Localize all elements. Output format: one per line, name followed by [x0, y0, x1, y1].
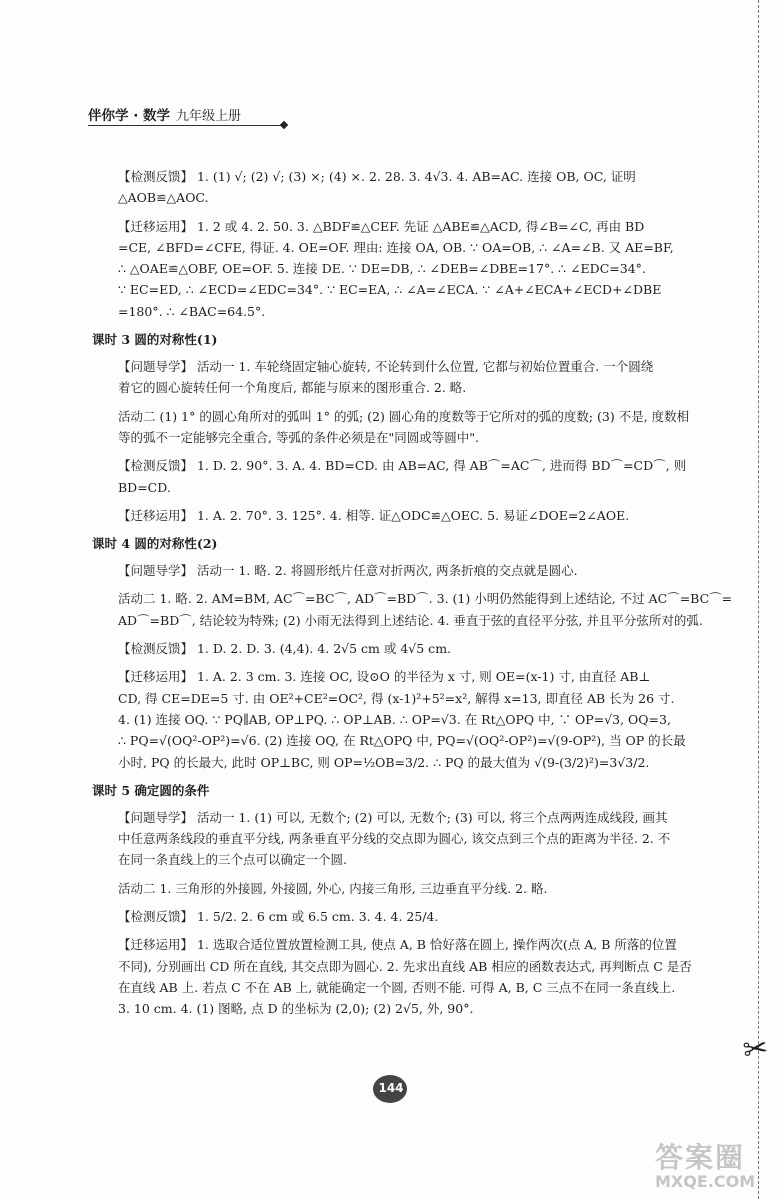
scissors-icon: ✂ — [740, 1030, 771, 1069]
text-line: 【检测反馈】 1. (1) √; (2) √; (3) ×; (4) ×. 2. 28. 3. 4√3. 4. AB=AC. 连接 OB, OC, 证明 — [118, 169, 636, 184]
lesson-3-title: 课时 3 圆的对称性(1) — [92, 332, 218, 348]
guided-activity-2 — [105, 406, 690, 449]
text-line: 【迁移运用】 1. A. 2. 3 cm. 3. 连接 OC, 设⊙O 的半径为 x 寸, 则 OE=(x-1) 寸, 由直径 AB⊥ — [118, 669, 651, 685]
transfer-apply-4 — [105, 666, 686, 772]
text-line: 活动二 (1) 1° 的圆心角所对的弧叫 1° 的弧; (2) 圆心角的度数等于它所对的弧的度数; (3) 不是, 度数相 — [118, 408, 690, 424]
check-feedback-5 — [105, 906, 673, 927]
text-line: BD=CD. — [118, 479, 171, 495]
guided-activity-1 — [105, 356, 673, 399]
check-feedback-4 — [105, 638, 673, 659]
text-line: 在同一条直线上的三个点可以确定一个圆. — [118, 852, 347, 868]
guided-activity-1 — [105, 807, 673, 871]
diamond-icon — [280, 121, 288, 129]
transfer-apply-3 — [105, 505, 673, 526]
text-line: 【问题导学】 活动一 1. 车轮绕固定轴心旋转, 不论转到什么位置, 它都与初始位置重合. 一个圆绕 — [118, 359, 654, 375]
transfer-apply-5 — [105, 934, 692, 1019]
header-rule — [88, 125, 284, 126]
guided-activity-2 — [105, 588, 733, 631]
text-line: 不同), 分别画出 CD 所在直线, 其交点即为圆心. 2. 先求出直线 AB 相应的函数表达式, 再判断点 C 是否 — [118, 958, 692, 974]
guided-activity-2 — [105, 878, 673, 899]
text-line: 中任意两条线段的垂直平分线, 两条垂直平分线的交点即为圆心, 该交点到三个点的距离为半径. 2. 不 — [118, 831, 671, 847]
text-line: 4. (1) 连接 OQ. ∵ PQ∥AB, OP⊥PQ. ∴ OP⊥AB. ∴ OP=√3. 在 Rt△OPQ 中, ∵ OP=√3, OQ=3, — [118, 711, 671, 727]
book-brand: 伴你学 · 数学 — [88, 108, 171, 124]
check-feedback-3 — [105, 455, 687, 498]
text-line: 活动二 1. 三角形的外接圆, 外接圆, 外心, 内接三角形, 三边垂直平分线. 2. 略. — [118, 880, 548, 896]
text-line: 小时, PQ 的长最大, 此时 OP⊥BC, 则 OP=½OB=3/2. ∴ PQ 的最大值为 √(9-(3/2)²)=3√3/2. — [118, 754, 650, 770]
text-line: 活动二 1. 略. 2. AM=BM, AC⌒=BC⌒, AD⌒=BD⌒. 3. (1) 小明仍然能得到上述结论, 不过 AC⌒=BC⌒= — [118, 591, 733, 607]
text-line: ∵ EC=ED, ∴ ∠ECD=∠EDC=34°. ∵ EC=EA, ∴ ∠A=∠ECA. ∵ ∠A+∠ECA+∠ECD+∠DBE — [118, 282, 662, 298]
text-line: 3. 10 cm. 4. (1) 图略, 点 D 的坐标为 (2,0); (2) 2√5, 外, 90°. — [118, 1001, 474, 1017]
page-number: 144 — [378, 1081, 404, 1095]
text-line: ∴ △OAE≌△OBF, OE=OF. 5. 连接 DE. ∵ DE=DB, ∴ ∠DEB=∠DBE=17°. ∴ ∠EDC=34°. — [118, 261, 646, 277]
text-line: 【检测反馈】 1. 5/2. 2. 6 cm 或 6.5 cm. 3. 4. 4. 25/4. — [118, 909, 439, 925]
text-line: 【迁移运用】 1. A. 2. 70°. 3. 125°. 4. 相等. 证△ODC≌△OEC. 5. 易证∠DOE=2∠AOE. — [118, 507, 630, 523]
text-line: 等的弧不一定能够完全重合, 等弧的条件必须是在"同圆或等圆中". — [118, 429, 479, 445]
answer-content — [92, 166, 733, 1027]
text-line: 【检测反馈】 1. D. 2. 90°. 3. A. 4. BD=CD. 由 AB=AC, 得 AB⌒=AC⌒, 进而得 BD⌒=CD⌒, 则 — [118, 458, 687, 474]
text-line: AD⌒=BD⌒, 结论较为特殊; (2) 小雨无法得到上述结论. 4. 垂直于弦的直径平分弦, 并且平分弦所对的弧. — [118, 612, 703, 628]
cut-line — [758, 0, 759, 1199]
text-line: 【迁移运用】 1. 选取合适位置放置检测工具, 使点 A, B 恰好落在圆上, 操作两次(点 A, B 所落的位置 — [118, 937, 677, 953]
text-line: ∴ PQ=√(OQ²-OP²)=√6. (2) 连接 OQ, 在 Rt△OPQ 中, PQ=√(OQ²-OP²)=√(9-OP²), 当 OP 的长最 — [118, 733, 686, 749]
page-header — [88, 104, 292, 130]
text-line: △AOB≌△AOC. — [118, 190, 209, 206]
watermark-en: MXQE.COM — [655, 1172, 756, 1191]
check-feedback-1 — [105, 166, 673, 209]
page-number-badge — [371, 1074, 411, 1106]
watermark-logo — [655, 1136, 775, 1196]
text-line: 在直线 AB 上. 若点 C 不在 AB 上, 就能确定一个圆, 否则不能. 可得 A, B, C 三点不在同一条直线上. — [118, 979, 676, 995]
transfer-apply-1 — [105, 216, 673, 322]
lesson-4-title: 课时 4 圆的对称性(2) — [92, 536, 218, 552]
text-line: 【问题导学】 活动一 1. (1) 可以, 无数个; (2) 可以, 无数个; (3) 可以, 将三个点两两连成线段, 画其 — [118, 809, 668, 825]
text-line: CD, 得 CE=DE=5 寸. 由 OE²+CE²=OC², 得 (x-1)²+5²=x², 解得 x=13, 即直径 AB 长为 26 寸. — [118, 690, 675, 706]
text-line: =180°. ∴ ∠BAC=64.5°. — [118, 303, 266, 319]
text-line: 【问题导学】 活动一 1. 略. 2. 将圆形纸片任意对折两次, 两条折痕的交点就是圆心. — [118, 563, 578, 579]
text-line: 【迁移运用】 1. 2 或 4. 2. 50. 3. △BDF≌△CEF. 先证 △ABE≌△ACD, 得∠B=∠C, 再由 BD — [118, 218, 645, 234]
text-line: =CE, ∠BFD=∠CFE, 得证. 4. OE=OF. 理由: 连接 OA, OB. ∵ OA=OB, ∴ ∠A=∠B. 又 AE=BF, — [118, 239, 674, 255]
text-line: 【检测反馈】 1. D. 2. D. 3. (4,4). 4. 2√5 cm 或 4√5 cm. — [118, 641, 452, 657]
guided-activity-1 — [105, 560, 673, 581]
watermark-cn: 答案圈 — [655, 1141, 746, 1174]
lesson-5-title: 课时 5 确定圆的条件 — [92, 782, 210, 798]
text-line: 着它的圆心旋转任何一个角度后, 都能与原来的图形重合. 2. 略. — [118, 380, 467, 396]
book-grade: 九年级上册 — [176, 109, 242, 124]
